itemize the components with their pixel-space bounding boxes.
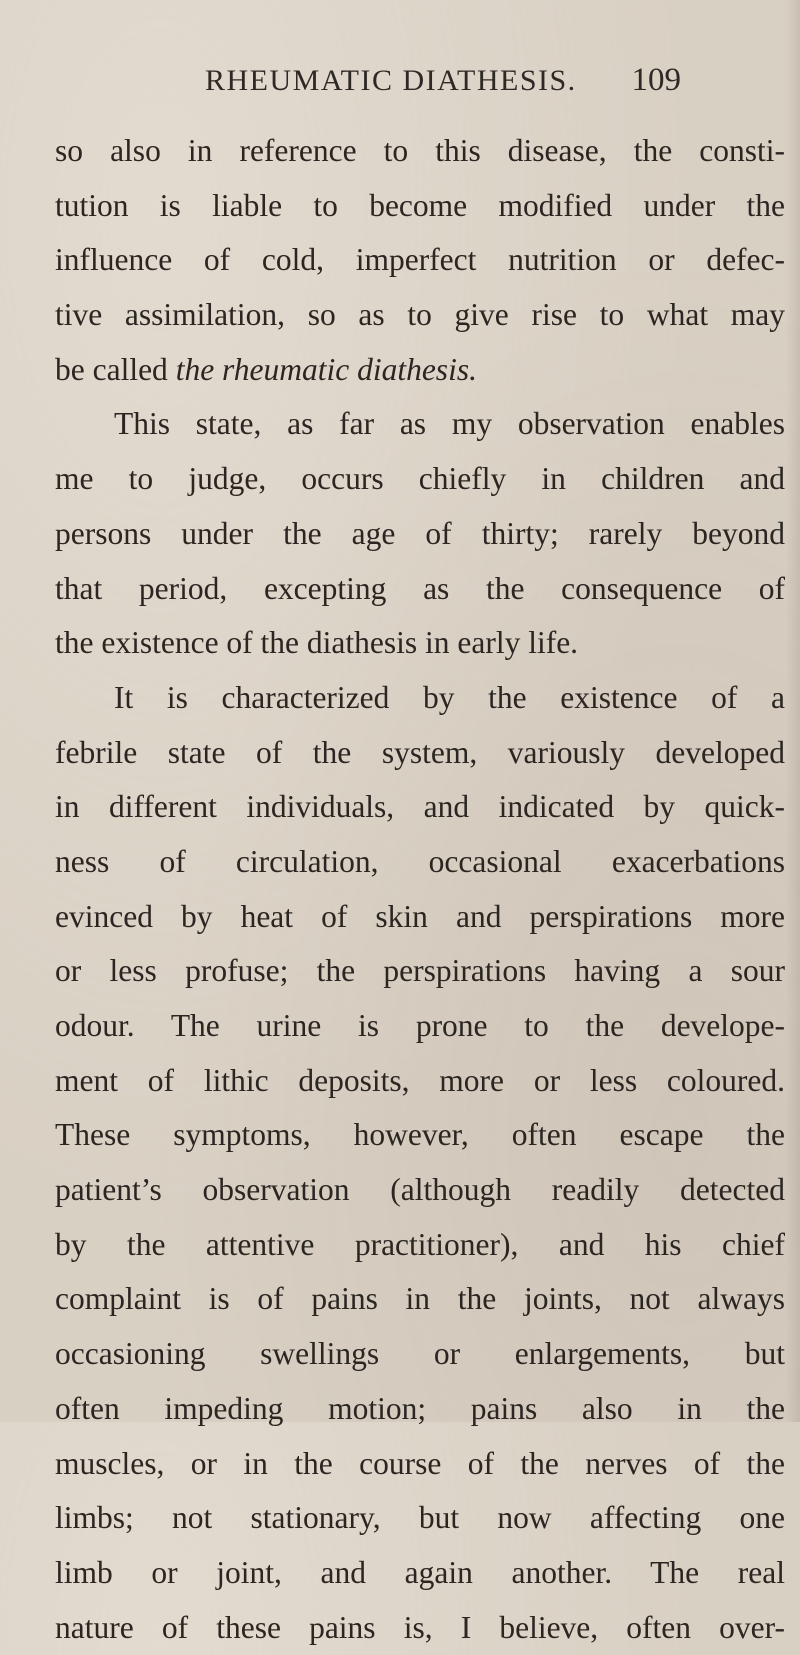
text-line: nature of these pains is, I believe, often over- [55, 1609, 785, 1645]
text-line: limb or joint, and again another. The real [55, 1554, 785, 1590]
italic-term: the rheumatic diathesis. [175, 351, 477, 387]
text-line: by the attentive practitioner), and his chief [55, 1226, 785, 1262]
text-line: patient’s observation (although readily detected [55, 1172, 785, 1208]
text-line: the existence of the diathesis in early life. [55, 625, 579, 661]
running-head [205, 64, 681, 108]
page-number: 109 [631, 62, 681, 98]
body-text [55, 124, 785, 1655]
running-title: RHEUMATIC DIATHESIS. [205, 64, 577, 97]
text-line: tution is liable to become modified under the [55, 187, 785, 223]
paragraph-start-line: It is characterized by the existence of a [114, 679, 785, 715]
text-line: often impeding motion; pains also in the [55, 1390, 785, 1426]
text-line: ness of circulation, occasional exacerbations [55, 843, 785, 879]
text-line: febrile state of the system, variously developed [55, 734, 785, 770]
text-line: persons under the age of thirty; rarely beyond [55, 515, 785, 551]
text-line: in different individuals, and indicated by quick- [55, 789, 785, 825]
text-line: or less profuse; the perspirations having a sour [55, 953, 785, 989]
text-line: occasioning swellings or enlargements, but [55, 1336, 785, 1372]
text-line: odour. The urine is prone to the develope- [55, 1008, 785, 1043]
page-edge-shadow [786, 0, 800, 1422]
text-line: so also in reference to this disease, the consti- [55, 133, 785, 168]
text-line: evinced by heat of skin and perspirations more [55, 898, 785, 934]
text-line: complaint is of pains in the joints, not always [55, 1281, 785, 1317]
text-line: limbs; not stationary, but now affecting one [55, 1500, 785, 1536]
text-line: These symptoms, however, often escape the [55, 1117, 785, 1153]
text-line: muscles, or in the course of the nerves of the [55, 1445, 785, 1481]
text-line: tive assimilation, so as to give rise to what may [55, 297, 785, 333]
text-line: ment of lithic deposits, more or less coloured. [55, 1062, 785, 1098]
paragraph-start-line: This state, as far as my observation enables [114, 406, 785, 442]
text-line: that period, excepting as the consequence of [55, 570, 785, 606]
text-line-with-italic [55, 343, 785, 398]
text-line: me to judge, occurs chiefly in children and [55, 461, 785, 497]
text-segment: be called [55, 351, 176, 387]
text-line: influence of cold, imperfect nutrition or defec- [55, 242, 785, 278]
